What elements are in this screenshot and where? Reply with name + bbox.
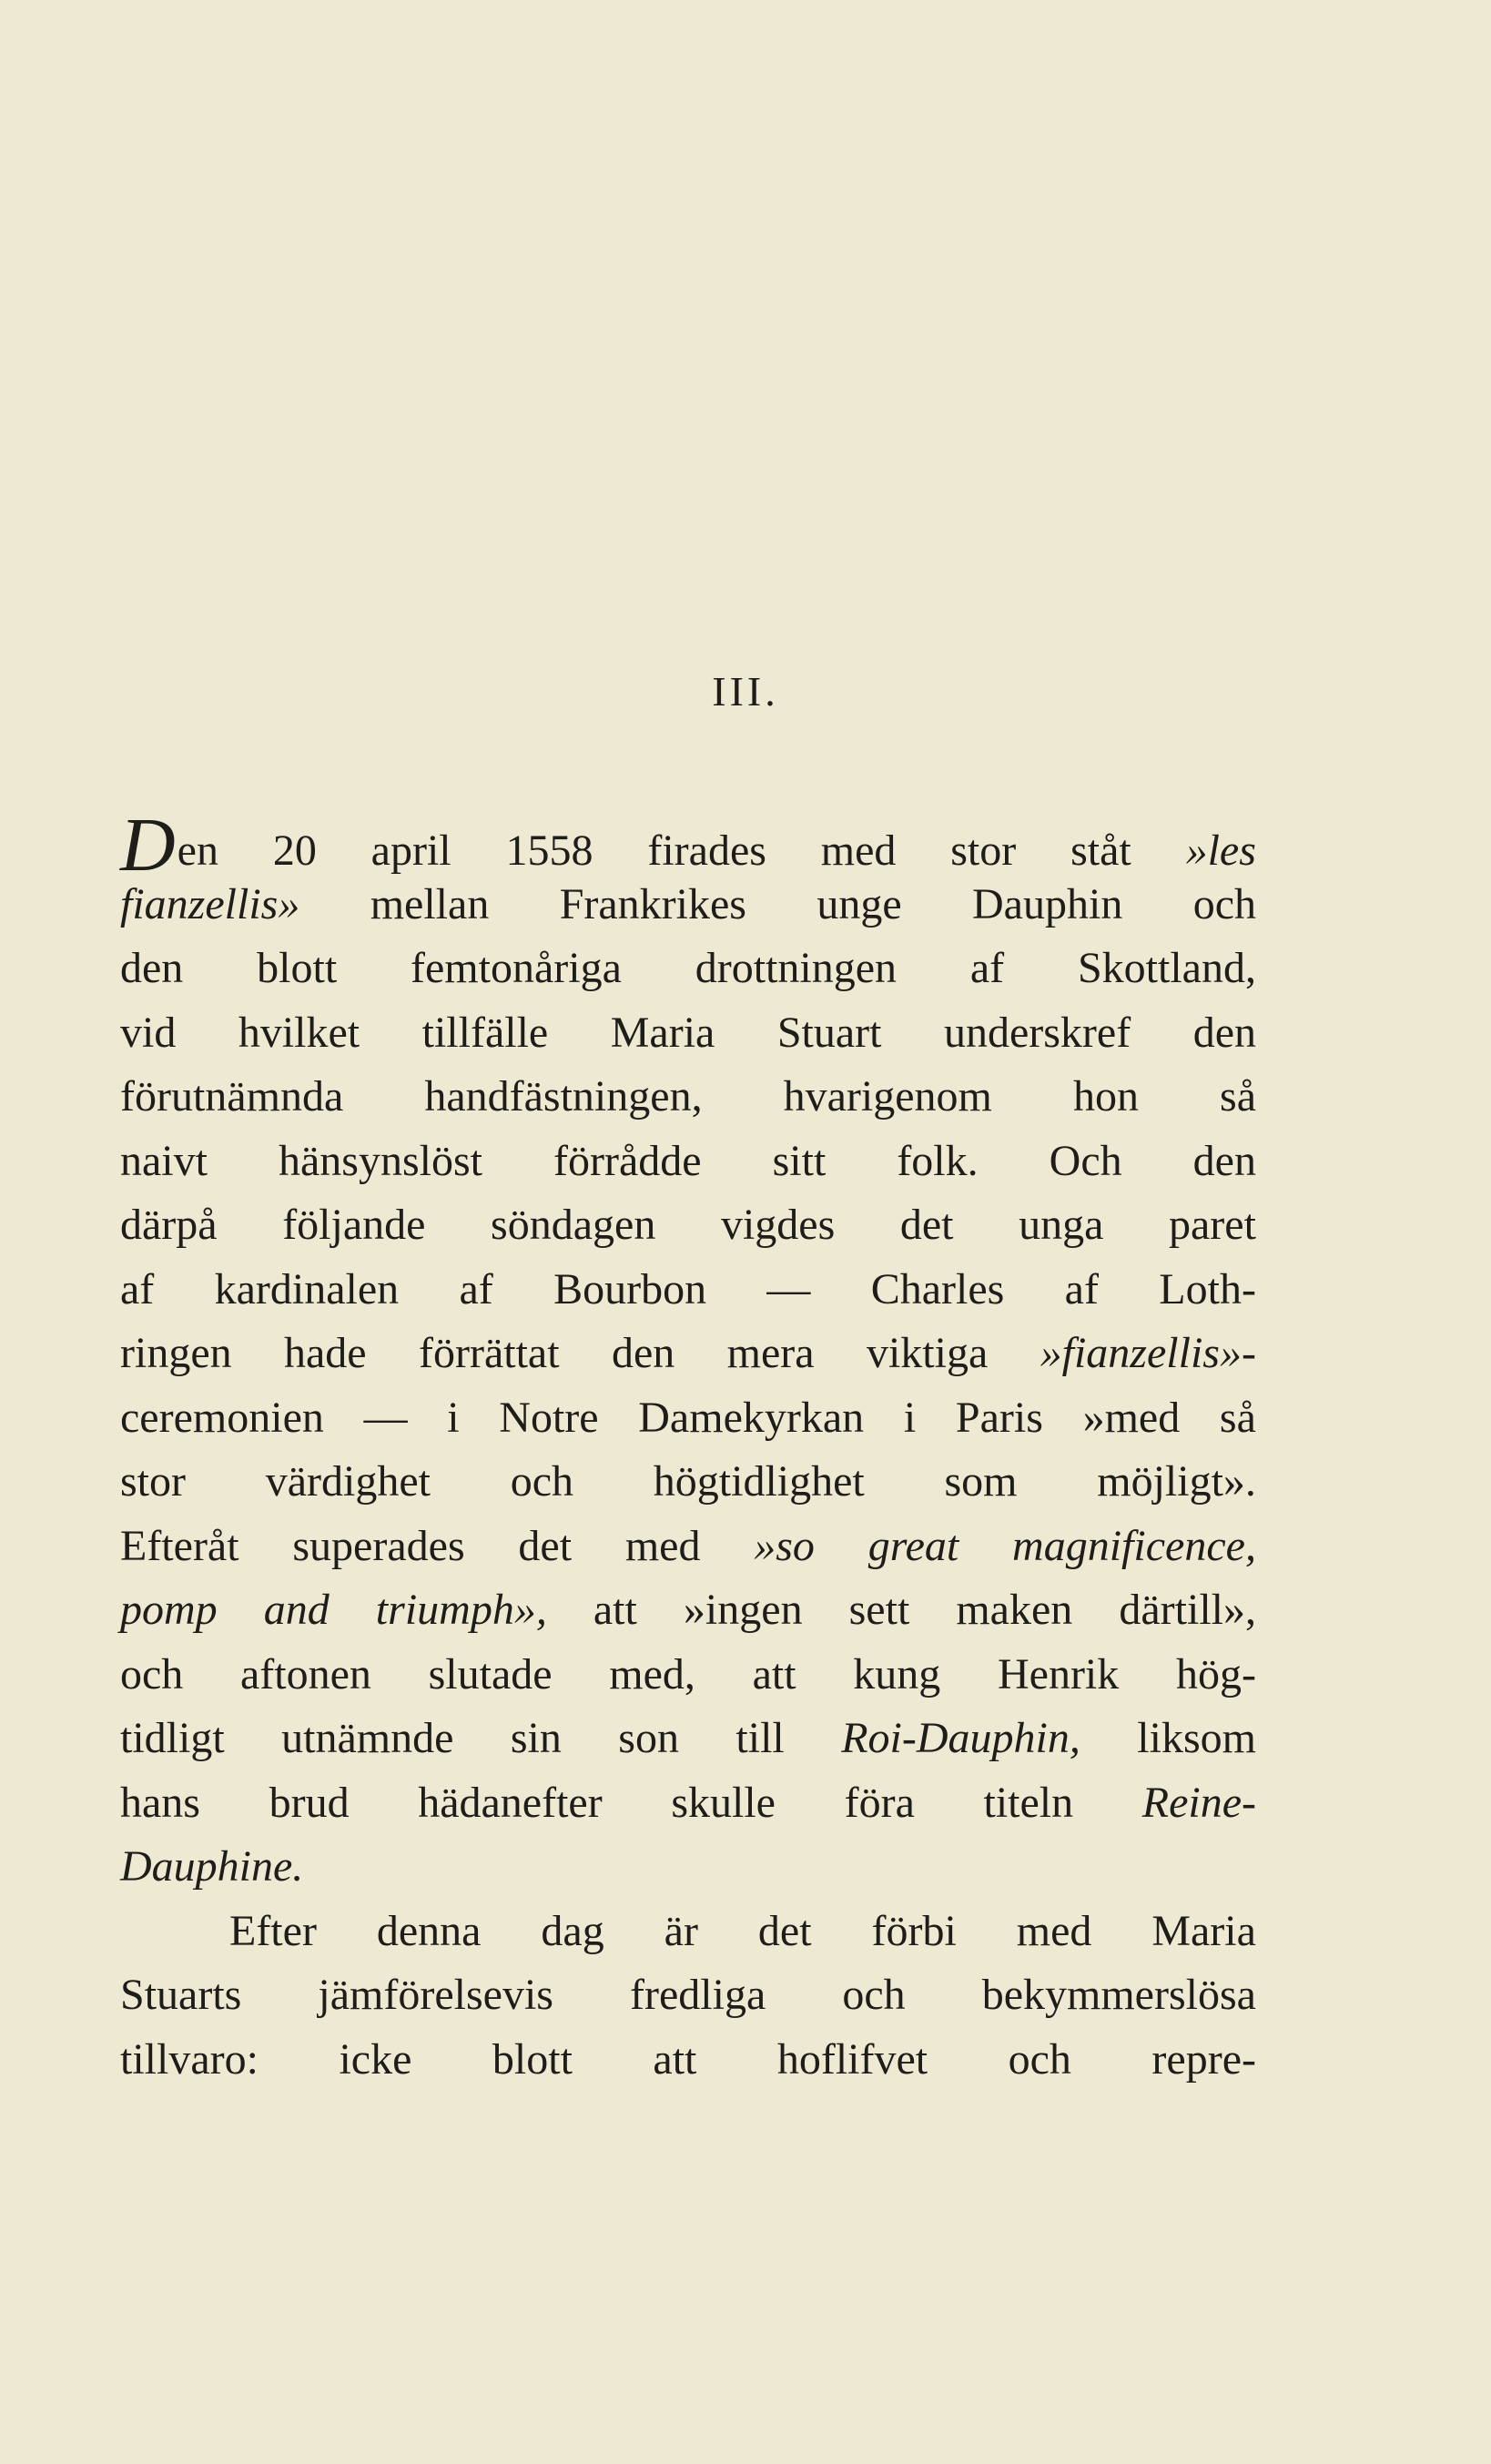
text-line <box>120 1707 1256 1771</box>
text-line <box>120 1322 1256 1386</box>
word: med <box>624 1521 701 1570</box>
text-line <box>120 1835 1256 1900</box>
text-line <box>120 803 1256 887</box>
word: att <box>752 1649 796 1698</box>
word: drottningen <box>695 944 897 992</box>
word: att <box>653 2034 697 2084</box>
word: af <box>1064 1264 1099 1313</box>
word: folk. <box>897 1136 979 1185</box>
word: Frankrikes <box>559 879 746 928</box>
word: handfästningen, <box>424 1072 703 1120</box>
word: är <box>664 1906 698 1955</box>
italic-word: pomp <box>120 1586 218 1634</box>
word: titeln <box>983 1778 1074 1827</box>
word: förutnämnda <box>120 1072 344 1120</box>
text-line <box>120 937 1256 1001</box>
word: tillfälle <box>421 1008 549 1057</box>
word: hänsynslöst <box>279 1136 483 1185</box>
text-line <box>120 1130 1256 1194</box>
word: femtonåriga <box>410 944 622 992</box>
word: Efteråt <box>120 1521 239 1570</box>
word: Bourbon <box>553 1264 707 1313</box>
word: föra <box>844 1778 915 1827</box>
word: till <box>735 1714 785 1762</box>
body-text <box>120 803 1256 2092</box>
word: liksom <box>1137 1714 1256 1762</box>
word: följande <box>282 1201 426 1249</box>
word: så <box>1220 1072 1256 1120</box>
text-line <box>120 1963 1256 2028</box>
word: den <box>1192 1008 1256 1057</box>
word: »med <box>1082 1393 1181 1442</box>
word: Notre <box>499 1393 599 1442</box>
word: — <box>363 1393 408 1442</box>
word: hoflifvet <box>776 2034 928 2084</box>
word: brud <box>269 1778 350 1827</box>
text-line <box>120 1065 1256 1130</box>
word: i <box>447 1393 460 1442</box>
word: Paris <box>955 1393 1043 1442</box>
text-line <box>120 1515 1256 1579</box>
word: sin <box>510 1714 562 1762</box>
word: förrättat <box>418 1329 560 1377</box>
word: och <box>1008 2034 1071 2084</box>
word: Stuart <box>776 1008 882 1057</box>
italic-word: Roi-Dauphin, <box>841 1714 1080 1762</box>
word: icke <box>339 2034 412 2084</box>
word: den <box>1192 1136 1256 1185</box>
word: värdighet <box>265 1457 431 1506</box>
italic-word: Dauphine. <box>120 1842 304 1891</box>
italic-word: »so <box>754 1521 815 1570</box>
word: så <box>1219 1393 1256 1442</box>
word: Maria <box>1151 1906 1256 1955</box>
word: med <box>820 826 897 875</box>
word: Stuarts <box>120 1971 242 2019</box>
word: tidligt <box>120 1714 225 1762</box>
word: det <box>899 1201 954 1249</box>
word: förbi <box>871 1906 957 1955</box>
word: sitt <box>772 1136 827 1185</box>
word: möjligt». <box>1097 1457 1256 1506</box>
word: denna <box>376 1906 482 1955</box>
word: naivt <box>120 1136 208 1185</box>
italic-word: »les <box>1185 826 1256 875</box>
word: i <box>903 1393 917 1442</box>
text-line <box>120 1258 1256 1323</box>
text-line <box>120 1900 1256 1964</box>
word: Maria <box>610 1008 715 1057</box>
word: af <box>120 1264 155 1313</box>
word: 1558 <box>505 826 593 875</box>
word: med, <box>609 1649 695 1698</box>
word: Dauphin <box>972 879 1123 928</box>
drop-cap-initial: D <box>120 803 176 887</box>
text-line <box>120 1643 1256 1708</box>
word: »ingen <box>683 1586 803 1634</box>
word: unge <box>816 879 902 928</box>
word: det <box>757 1906 812 1955</box>
text-line <box>120 873 1256 938</box>
italic-word: magnificence, <box>1012 1521 1256 1570</box>
text-line <box>120 1578 1256 1643</box>
word: med <box>1016 1906 1092 1955</box>
word: jämförelsevis <box>318 1971 553 2019</box>
word: den <box>120 944 184 992</box>
word: april <box>370 826 451 875</box>
word: som <box>944 1457 1018 1506</box>
word: vid <box>120 1008 177 1057</box>
word: ringen <box>120 1329 232 1377</box>
word: mellan <box>370 879 490 928</box>
word: högtidlighet <box>653 1457 865 1506</box>
italic-word: fianzellis» <box>120 879 300 928</box>
text-line <box>120 1771 1256 1836</box>
word: af <box>459 1264 493 1313</box>
text-line <box>120 1001 1256 1066</box>
word: son <box>618 1714 679 1762</box>
word: ceremonien <box>120 1393 324 1442</box>
word: Efter <box>229 1906 317 1955</box>
word: ståt <box>1070 826 1131 875</box>
word: därpå <box>120 1201 218 1249</box>
word: och <box>120 1649 184 1698</box>
word: kardinalen <box>214 1264 400 1313</box>
word: hädanefter <box>418 1778 603 1827</box>
italic-word: Reine- <box>1141 1778 1256 1827</box>
word: Henrik <box>997 1649 1120 1698</box>
word: underskref <box>943 1008 1131 1057</box>
word: repre- <box>1151 2034 1256 2084</box>
word: Damekyrkan <box>638 1393 865 1442</box>
word: hög- <box>1175 1649 1256 1698</box>
word: och <box>510 1457 574 1506</box>
word: maken <box>956 1586 1073 1634</box>
word: aftonen <box>240 1649 371 1698</box>
word: viktiga <box>866 1329 989 1377</box>
word: paret <box>1169 1201 1256 1249</box>
word: tillvaro: <box>120 2034 259 2084</box>
word: utnämnde <box>281 1714 454 1762</box>
word: förrådde <box>553 1136 702 1185</box>
word: att <box>593 1586 637 1634</box>
word: vigdes <box>720 1201 836 1249</box>
word: superades <box>292 1521 465 1570</box>
word: mera <box>726 1329 815 1377</box>
word: sett <box>848 1586 910 1634</box>
word: en <box>177 826 218 875</box>
word: firades <box>647 826 766 875</box>
word: blott <box>257 944 338 992</box>
italic-word: triumph», <box>375 1586 547 1634</box>
italic-word: great <box>867 1521 959 1570</box>
word: dag <box>541 1906 604 1955</box>
word: hvilket <box>238 1008 360 1057</box>
word: fredliga <box>630 1971 766 2019</box>
text-line <box>120 1386 1256 1451</box>
word: slutade <box>428 1649 553 1698</box>
word: kung <box>853 1649 941 1698</box>
text-line <box>120 1450 1256 1515</box>
word: hvarigenom <box>783 1072 992 1120</box>
text-line <box>120 2028 1256 2093</box>
word: hans <box>120 1778 200 1827</box>
italic-word: »fianzellis»- <box>1040 1329 1256 1377</box>
word: Loth- <box>1159 1264 1256 1313</box>
chapter-heading: III. <box>712 668 779 715</box>
text-line <box>120 1193 1256 1258</box>
word: Charles <box>870 1264 1005 1313</box>
word: stor <box>120 1457 186 1506</box>
italic-word: and <box>263 1586 330 1634</box>
word: skulle <box>671 1778 776 1827</box>
word: det <box>518 1521 573 1570</box>
word: Skottland, <box>1077 944 1256 992</box>
word: Och <box>1049 1136 1122 1185</box>
word: och <box>842 1971 906 2019</box>
word: och <box>1192 879 1256 928</box>
word: 20 <box>272 826 317 875</box>
word: blott <box>492 2034 573 2084</box>
word: — <box>766 1264 811 1313</box>
word: hon <box>1072 1072 1139 1120</box>
word: bekymmerslösa <box>981 1971 1256 2019</box>
word: hade <box>284 1329 367 1377</box>
word: den <box>611 1329 675 1377</box>
word: därtill», <box>1119 1586 1256 1634</box>
word: stor <box>950 826 1017 875</box>
word: unga <box>1019 1201 1104 1249</box>
word: af <box>969 944 1005 992</box>
word: söndagen <box>491 1201 656 1249</box>
